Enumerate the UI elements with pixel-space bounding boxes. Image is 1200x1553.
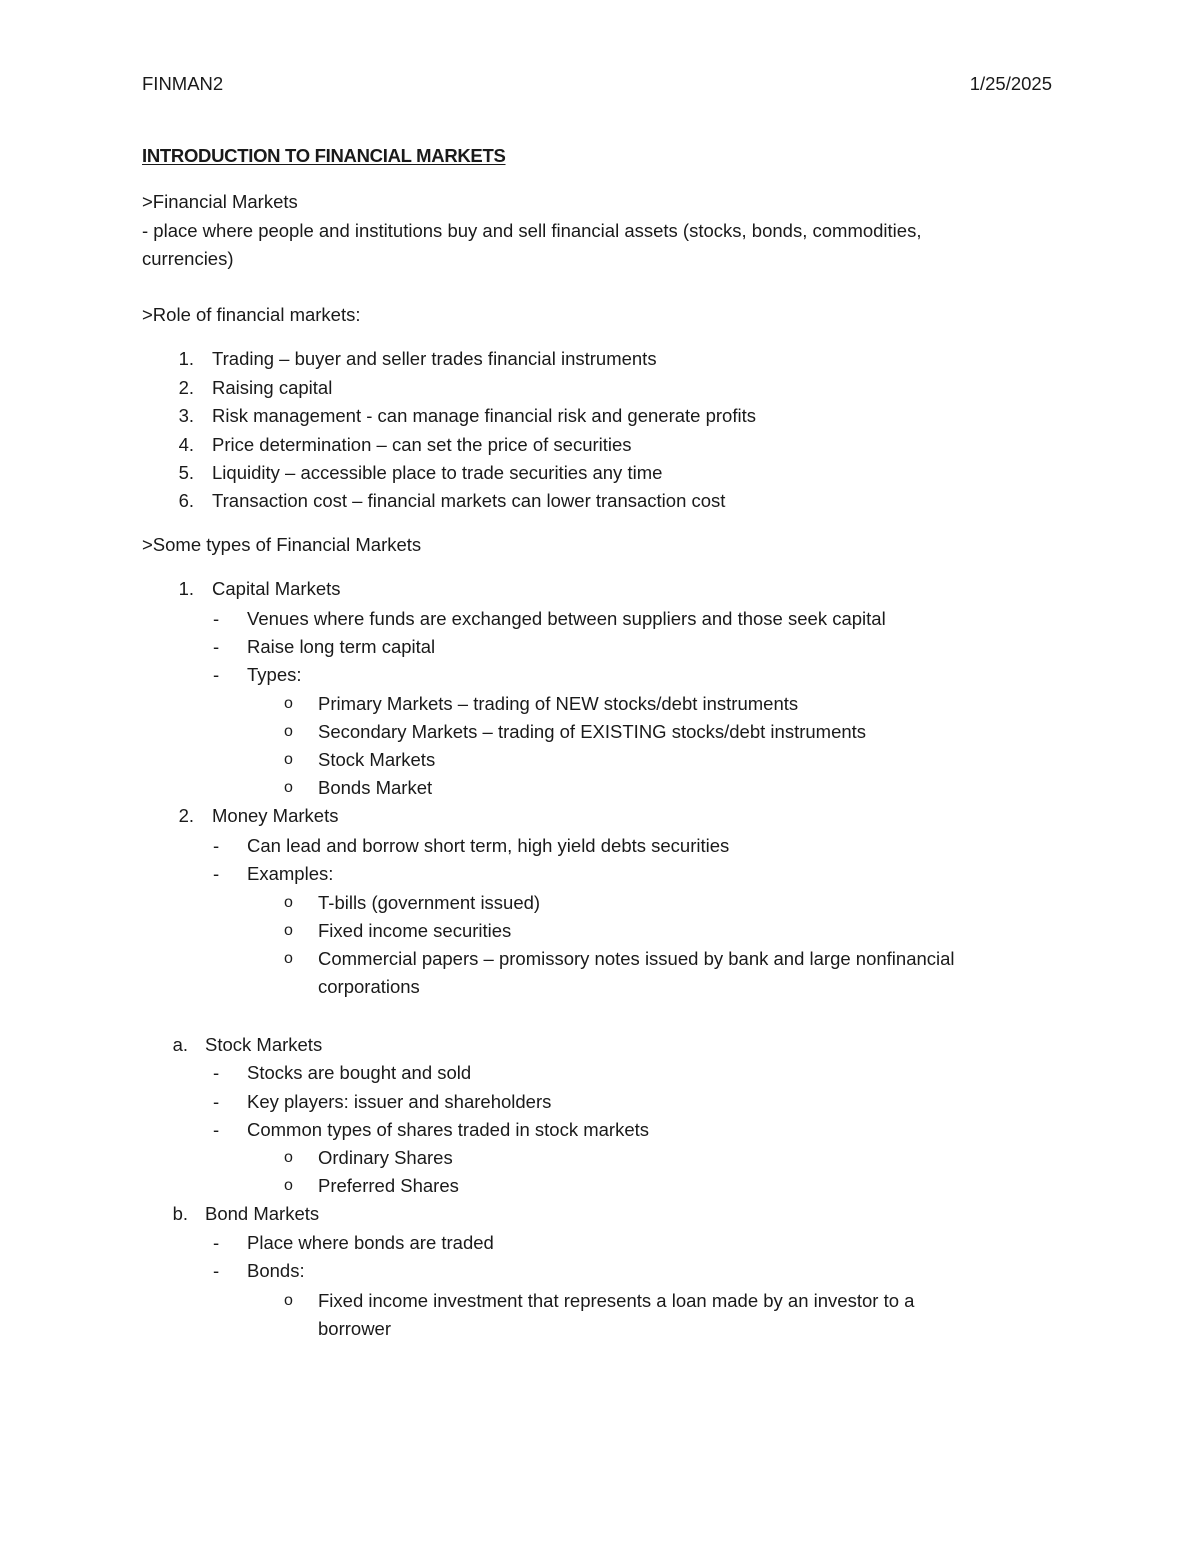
bond-markets-label: Bond Markets bbox=[205, 1203, 320, 1224]
dash-bullet: - bbox=[213, 1062, 220, 1083]
circle-bullet-icon: o bbox=[284, 1177, 293, 1194]
dash-bullet: - bbox=[213, 664, 220, 685]
dash-bullet: - bbox=[213, 1119, 220, 1140]
course-code: FINMAN2 bbox=[142, 73, 224, 94]
share-type: Ordinary Shares bbox=[318, 1147, 453, 1168]
dash-bullet: - bbox=[213, 863, 220, 884]
capital-subtype: Stock Markets bbox=[318, 749, 436, 770]
document-date: 1/25/2025 bbox=[969, 73, 1052, 94]
share-type: Preferred Shares bbox=[318, 1175, 459, 1196]
money-example: Fixed income securities bbox=[318, 920, 512, 941]
financial-markets-heading: >Financial Markets bbox=[142, 191, 298, 212]
dash-bullet: - bbox=[213, 1091, 220, 1112]
money-markets-label: Money Markets bbox=[212, 805, 339, 826]
money-point: Examples: bbox=[247, 863, 334, 884]
dash-bullet: - bbox=[213, 636, 220, 657]
stock-markets-letter: a. bbox=[172, 1034, 188, 1055]
circle-bullet-icon: o bbox=[284, 950, 293, 967]
circle-bullet-icon: o bbox=[284, 1149, 293, 1166]
capital-markets-label: Capital Markets bbox=[212, 578, 341, 599]
role-item-text: Trading – buyer and seller trades financial instruments bbox=[212, 348, 657, 369]
financial-markets-definition-line1: - place where people and institutions buy and sell financial assets (stocks, bonds, commodities, bbox=[142, 220, 922, 241]
bond-definition-line1: Fixed income investment that represents a loan made by an investor to a bbox=[318, 1290, 915, 1311]
role-item-number: 5. bbox=[178, 462, 194, 483]
circle-bullet-icon: o bbox=[284, 922, 293, 939]
circle-bullet-icon: o bbox=[284, 1292, 293, 1309]
stock-point: Key players: issuer and shareholders bbox=[247, 1091, 552, 1112]
circle-bullet-icon: o bbox=[284, 894, 293, 911]
role-item-number: 3. bbox=[178, 405, 194, 426]
capital-point: Types: bbox=[247, 664, 302, 685]
money-example-continued: corporations bbox=[318, 976, 420, 997]
stock-markets-label: Stock Markets bbox=[205, 1034, 323, 1055]
bond-point: Bonds: bbox=[247, 1260, 305, 1281]
capital-subtype: Secondary Markets – trading of EXISTING stocks/debt instruments bbox=[318, 721, 867, 742]
money-markets-number: 2. bbox=[178, 805, 194, 826]
page-title: INTRODUCTION TO FINANCIAL MARKETS bbox=[142, 145, 506, 166]
dash-bullet: - bbox=[213, 835, 220, 856]
capital-markets-number: 1. bbox=[178, 578, 194, 599]
money-example: Commercial papers – promissory notes issued by bank and large nonfinancial bbox=[318, 948, 955, 969]
role-item-number: 6. bbox=[178, 490, 194, 511]
circle-bullet-icon: o bbox=[284, 723, 293, 740]
financial-markets-definition-line2: currencies) bbox=[142, 248, 234, 269]
capital-point: Venues where funds are exchanged between suppliers and those seek capital bbox=[247, 608, 886, 629]
role-item-text: Liquidity – accessible place to trade securities any time bbox=[212, 462, 663, 483]
role-item-text: Risk management - can manage financial risk and generate profits bbox=[212, 405, 756, 426]
role-heading: >Role of financial markets: bbox=[142, 304, 361, 325]
capital-subtype: Bonds Market bbox=[318, 777, 433, 798]
bond-point: Place where bonds are traded bbox=[247, 1232, 494, 1253]
bond-definition-line2: borrower bbox=[318, 1318, 391, 1339]
role-item-text: Raising capital bbox=[212, 377, 333, 398]
capital-subtype: Primary Markets – trading of NEW stocks/debt instruments bbox=[318, 693, 799, 714]
stock-point: Common types of shares traded in stock markets bbox=[247, 1119, 650, 1140]
money-point: Can lead and borrow short term, high yield debts securities bbox=[247, 835, 730, 856]
role-item-number: 2. bbox=[178, 377, 194, 398]
role-item-text: Transaction cost – financial markets can lower transaction cost bbox=[212, 490, 726, 511]
circle-bullet-icon: o bbox=[284, 751, 293, 768]
circle-bullet-icon: o bbox=[284, 695, 293, 712]
dash-bullet: - bbox=[213, 1232, 220, 1253]
stock-point: Stocks are bought and sold bbox=[247, 1062, 472, 1083]
dash-bullet: - bbox=[213, 608, 220, 629]
role-item-text: Price determination – can set the price of securities bbox=[212, 434, 632, 455]
role-item-number: 1. bbox=[178, 348, 194, 369]
money-example: T-bills (government issued) bbox=[318, 892, 541, 913]
capital-point: Raise long term capital bbox=[247, 636, 436, 657]
dash-bullet: - bbox=[213, 1260, 220, 1281]
circle-bullet-icon: o bbox=[284, 779, 293, 796]
types-heading: >Some types of Financial Markets bbox=[142, 534, 422, 555]
role-item-number: 4. bbox=[178, 434, 194, 455]
bond-markets-letter: b. bbox=[172, 1203, 188, 1224]
